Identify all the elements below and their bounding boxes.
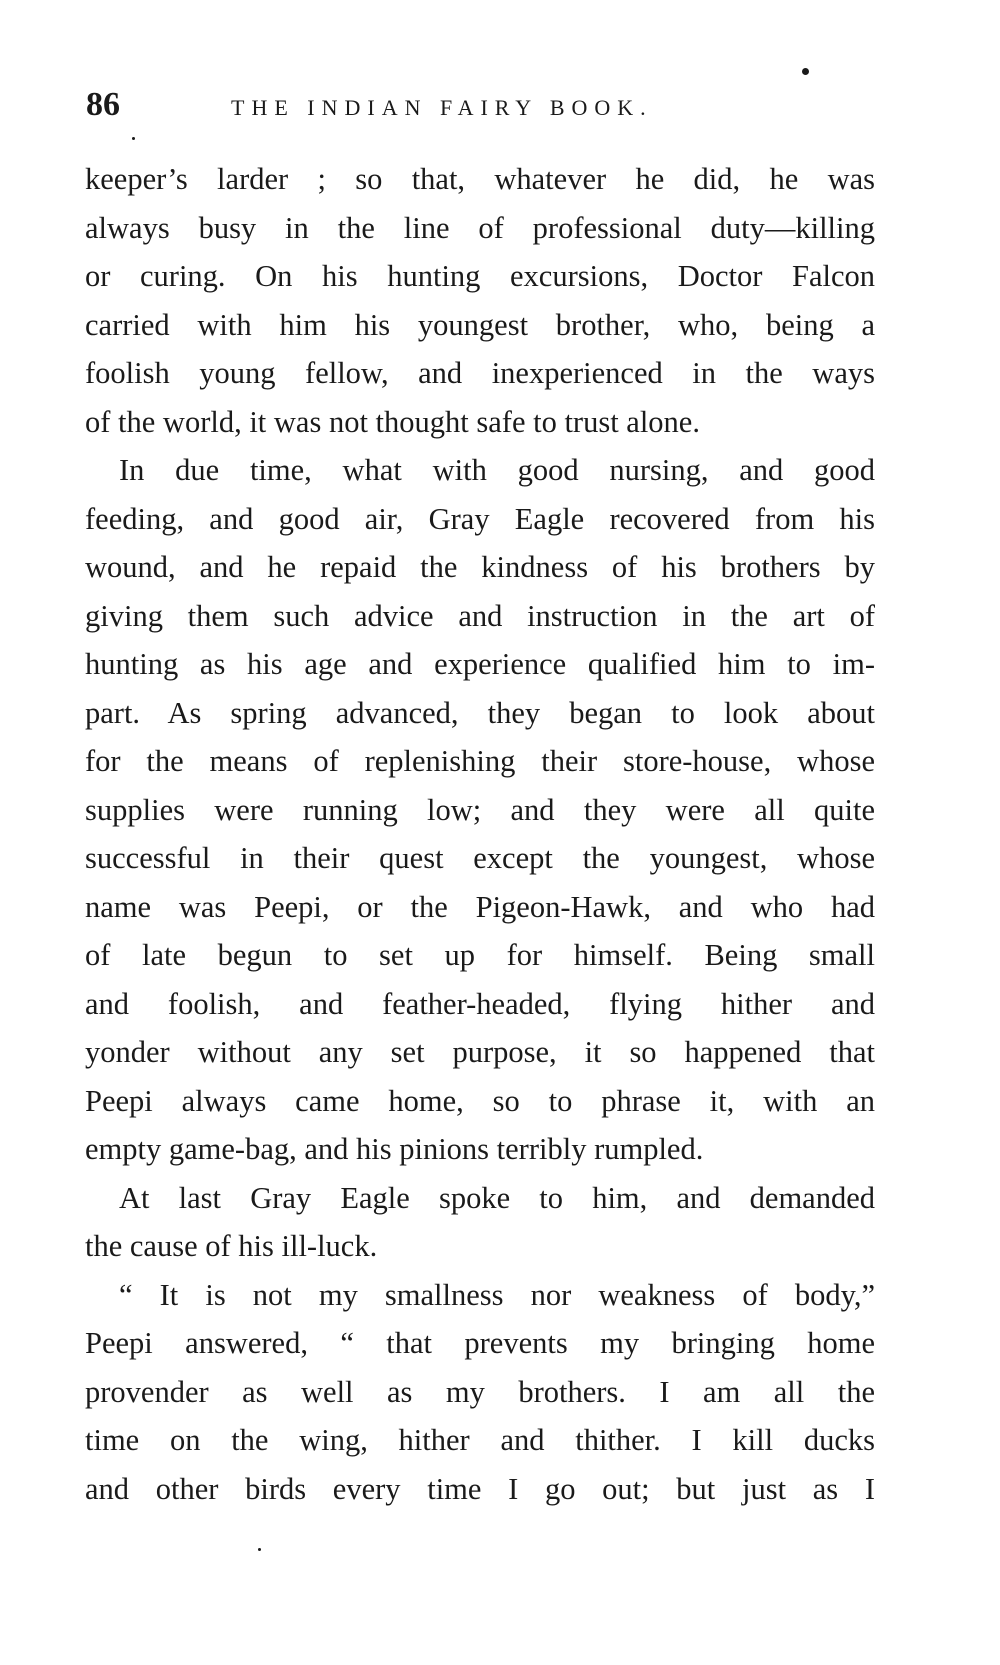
text-line: keeper’s larder ; so that, whatever he did, he was	[85, 162, 875, 196]
running-head	[86, 80, 876, 130]
text-line: part. As spring advanced, they began to look about	[85, 695, 875, 730]
paragraph	[85, 446, 875, 1174]
scan-speck	[258, 1548, 261, 1551]
text-line: provender as well as my brothers. I am all the	[85, 1374, 875, 1409]
text-line: of the world, it was not thought safe to trust alone.	[85, 404, 700, 439]
text-line: “ It is not my smallness nor weakness of body,”	[119, 1277, 875, 1312]
text-line: the cause of his ill-luck.	[85, 1229, 378, 1263]
text-line: yonder without any set purpose, it so happened that	[85, 1035, 875, 1069]
scan-speck	[802, 68, 809, 75]
text-line: time on the wing, hither and thither. I kill ducks	[85, 1423, 875, 1457]
text-line: giving them such advice and instruction in the art of	[85, 598, 875, 633]
text-line: hunting as his age and experience qualified him to im-	[85, 647, 875, 681]
text-line: always busy in the line of professional duty—killing	[85, 210, 875, 245]
paragraph	[85, 1271, 875, 1514]
paragraph	[85, 155, 875, 446]
text-line: supplies were running low; and they were all quite	[85, 792, 875, 827]
text-line: foolish young fellow, and inexperienced in the ways	[85, 356, 875, 390]
scan-speck	[132, 137, 135, 140]
text-line: and foolish, and feather-headed, flying hither and	[85, 986, 875, 1021]
text-line: of late begun to set up for himself. Being small	[85, 938, 875, 972]
text-line: name was Peepi, or the Pigeon-Hawk, and who had	[85, 889, 875, 924]
text-line: wound, and he repaid the kindness of his brothers by	[85, 550, 875, 584]
text-line: and other birds every time I go out; but just as I	[85, 1471, 875, 1506]
text-line: Peepi always came home, so to phrase it, with an	[85, 1083, 875, 1118]
text-line: successful in their quest except the youngest, whose	[85, 841, 875, 875]
text-line: In due time, what with good nursing, and good	[119, 453, 875, 487]
text-line: or curing. On his hunting excursions, Doctor Falcon	[85, 259, 875, 293]
text-line: feeding, and good air, Gray Eagle recovered from his	[85, 501, 875, 536]
paragraph	[85, 1174, 875, 1271]
text-line: Peepi answered, “ that prevents my bringing home	[85, 1326, 875, 1360]
body-text	[85, 155, 875, 1513]
text-line: empty game-bag, and his pinions terribly rumpled.	[85, 1132, 704, 1166]
text-line: carried with him his youngest brother, who, being a	[85, 307, 875, 342]
running-title: THE INDIAN FAIRY BOOK.	[231, 95, 653, 120]
page-number: 86	[86, 86, 120, 123]
text-line: for the means of replenishing their store-house, whose	[85, 744, 875, 778]
text-line: At last Gray Eagle spoke to him, and demanded	[119, 1180, 875, 1215]
